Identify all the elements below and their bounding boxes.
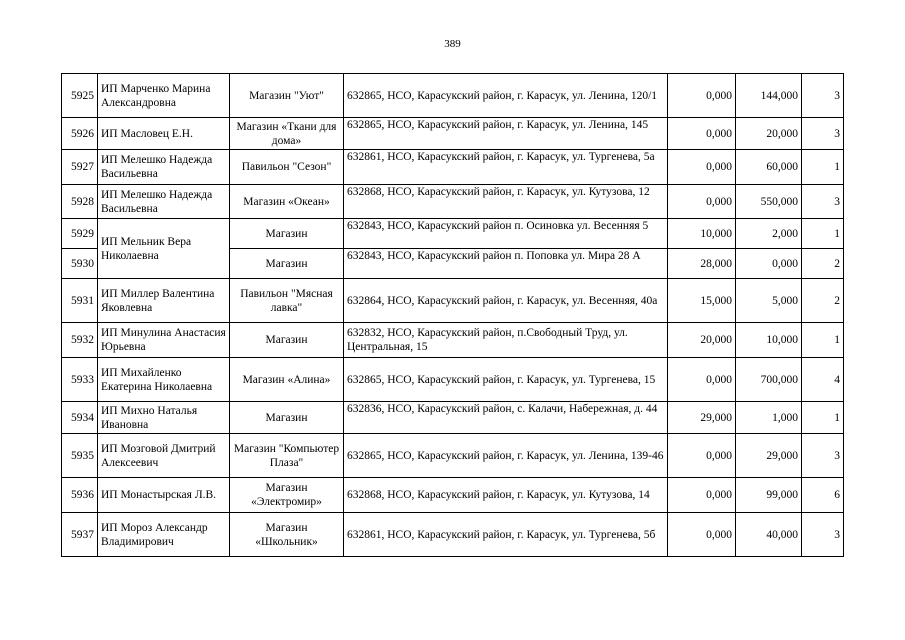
- value-2: 2,000: [736, 219, 802, 249]
- shop-name: Магазин: [230, 402, 344, 434]
- value-3: 3: [802, 513, 844, 557]
- value-3: 3: [802, 74, 844, 118]
- shop-name: Магазин: [230, 249, 344, 279]
- shop-address: 632832, НСО, Карасукский район, п.Свободный Труд, ул. Центральная, 15: [344, 323, 668, 358]
- shop-address: 632861, НСО, Карасукский район, г. Карасук, ул. Тургенева, 5а: [344, 150, 668, 185]
- value-2: 550,000: [736, 185, 802, 219]
- table-row: [62, 478, 844, 513]
- shop-name: Магазин «Океан»: [230, 185, 344, 219]
- shop-name: Павильон "Мясная лавка": [230, 279, 344, 323]
- shop-address: 632868, НСО, Карасукский район, г. Карасук, ул. Кутузова, 14: [344, 478, 668, 513]
- value-3: 1: [802, 219, 844, 249]
- entrepreneur-name: ИП Монастырская Л.В.: [98, 478, 230, 513]
- value-2: 99,000: [736, 478, 802, 513]
- value-1: 0,000: [668, 118, 736, 150]
- row-number: 5927: [62, 150, 98, 185]
- shop-name: Магазин «Электромир»: [230, 478, 344, 513]
- table-row: [62, 513, 844, 557]
- value-2: 60,000: [736, 150, 802, 185]
- shop-address: 632865, НСО, Карасукский район, г. Карасук, ул. Тургенева, 15: [344, 358, 668, 402]
- row-number: 5926: [62, 118, 98, 150]
- value-3: 3: [802, 118, 844, 150]
- value-2: 10,000: [736, 323, 802, 358]
- value-3: 4: [802, 358, 844, 402]
- value-1: 28,000: [668, 249, 736, 279]
- value-1: 0,000: [668, 478, 736, 513]
- value-1: 15,000: [668, 279, 736, 323]
- row-number: 5932: [62, 323, 98, 358]
- value-2: 700,000: [736, 358, 802, 402]
- row-number: 5935: [62, 434, 98, 478]
- entrepreneur-name: ИП Михно Наталья Ивановна: [98, 402, 230, 434]
- shop-address: 632865, НСО, Карасукский район, г. Карасук, ул. Ленина, 139-46: [344, 434, 668, 478]
- shop-address: 632864, НСО, Карасукский район, г. Карасук, ул. Весенняя, 40а: [344, 279, 668, 323]
- value-2: 29,000: [736, 434, 802, 478]
- row-number: 5934: [62, 402, 98, 434]
- value-3: 2: [802, 249, 844, 279]
- shop-name: Павильон "Сезон": [230, 150, 344, 185]
- table-row: [62, 323, 844, 358]
- row-number: 5928: [62, 185, 98, 219]
- table-row: [62, 279, 844, 323]
- value-2: 5,000: [736, 279, 802, 323]
- row-number: 5937: [62, 513, 98, 557]
- shop-name: Магазин "Компьютер Плаза": [230, 434, 344, 478]
- shop-address: 632868, НСО, Карасукский район, г. Карасук, ул. Кутузова, 12: [344, 185, 668, 219]
- entrepreneur-name: ИП Масловец Е.Н.: [98, 118, 230, 150]
- shop-name: Магазин: [230, 219, 344, 249]
- value-1: 0,000: [668, 358, 736, 402]
- entrepreneur-name: ИП Мелешко Надежда Васильевна: [98, 185, 230, 219]
- value-3: 3: [802, 434, 844, 478]
- value-2: 144,000: [736, 74, 802, 118]
- value-1: 0,000: [668, 74, 736, 118]
- entrepreneur-name: ИП Марченко Марина Александровна: [98, 74, 230, 118]
- table-row: [62, 219, 844, 249]
- row-number: 5929: [62, 219, 98, 249]
- value-3: 1: [802, 150, 844, 185]
- value-3: 6: [802, 478, 844, 513]
- shop-name: Магазин «Алина»: [230, 358, 344, 402]
- value-3: 1: [802, 323, 844, 358]
- table-row: [62, 402, 844, 434]
- entrepreneur-name: ИП Мозговой Дмитрий Алексеевич: [98, 434, 230, 478]
- shop-name: Магазин "Уют": [230, 74, 344, 118]
- value-1: 0,000: [668, 185, 736, 219]
- stores-table: [61, 73, 844, 557]
- value-1: 0,000: [668, 150, 736, 185]
- table-row: [62, 358, 844, 402]
- table-row: [62, 150, 844, 185]
- table-row: [62, 434, 844, 478]
- shop-address: 632843, НСО, Карасукский район п. Осиновка ул. Весенняя 5: [344, 219, 668, 249]
- shop-address: 632865, НСО, Карасукский район, г. Карасук, ул. Ленина, 120/1: [344, 74, 668, 118]
- shop-address: 632861, НСО, Карасукский район, г. Карасук, ул. Тургенева, 5б: [344, 513, 668, 557]
- entrepreneur-name: ИП Миллер Валентина Яковлевна: [98, 279, 230, 323]
- shop-address: 632865, НСО, Карасукский район, г. Карасук, ул. Ленина, 145: [344, 118, 668, 150]
- value-2: 0,000: [736, 249, 802, 279]
- entrepreneur-name: ИП Мелешко Надежда Васильевна: [98, 150, 230, 185]
- table-row: [62, 74, 844, 118]
- shop-name: Магазин: [230, 323, 344, 358]
- row-number: 5936: [62, 478, 98, 513]
- row-number: 5930: [62, 249, 98, 279]
- value-2: 1,000: [736, 402, 802, 434]
- shop-name: Магазин «Ткани для дома»: [230, 118, 344, 150]
- value-1: 0,000: [668, 434, 736, 478]
- page-number: 389: [444, 38, 461, 50]
- value-1: 10,000: [668, 219, 736, 249]
- shop-address: 632843, НСО, Карасукский район п. Поповка ул. Мира 28 А: [344, 249, 668, 279]
- row-number: 5931: [62, 279, 98, 323]
- entrepreneur-name: ИП Мороз Александр Владимирович: [98, 513, 230, 557]
- value-1: 20,000: [668, 323, 736, 358]
- value-2: 20,000: [736, 118, 802, 150]
- entrepreneur-name: ИП Минулина Анастасия Юрьевна: [98, 323, 230, 358]
- shop-name: Магазин «Школьник»: [230, 513, 344, 557]
- value-1: 0,000: [668, 513, 736, 557]
- value-3: 1: [802, 402, 844, 434]
- table-row: [62, 185, 844, 219]
- table-row: [62, 118, 844, 150]
- row-number: 5925: [62, 74, 98, 118]
- value-3: 3: [802, 185, 844, 219]
- value-2: 40,000: [736, 513, 802, 557]
- shop-address: 632836, НСО, Карасукский район, с. Калачи, Набережная, д. 44: [344, 402, 668, 434]
- value-1: 29,000: [668, 402, 736, 434]
- entrepreneur-name: ИП Мельник Вера Николаевна: [98, 219, 230, 279]
- value-3: 2: [802, 279, 844, 323]
- row-number: 5933: [62, 358, 98, 402]
- entrepreneur-name: ИП Михайленко Екатерина Николаевна: [98, 358, 230, 402]
